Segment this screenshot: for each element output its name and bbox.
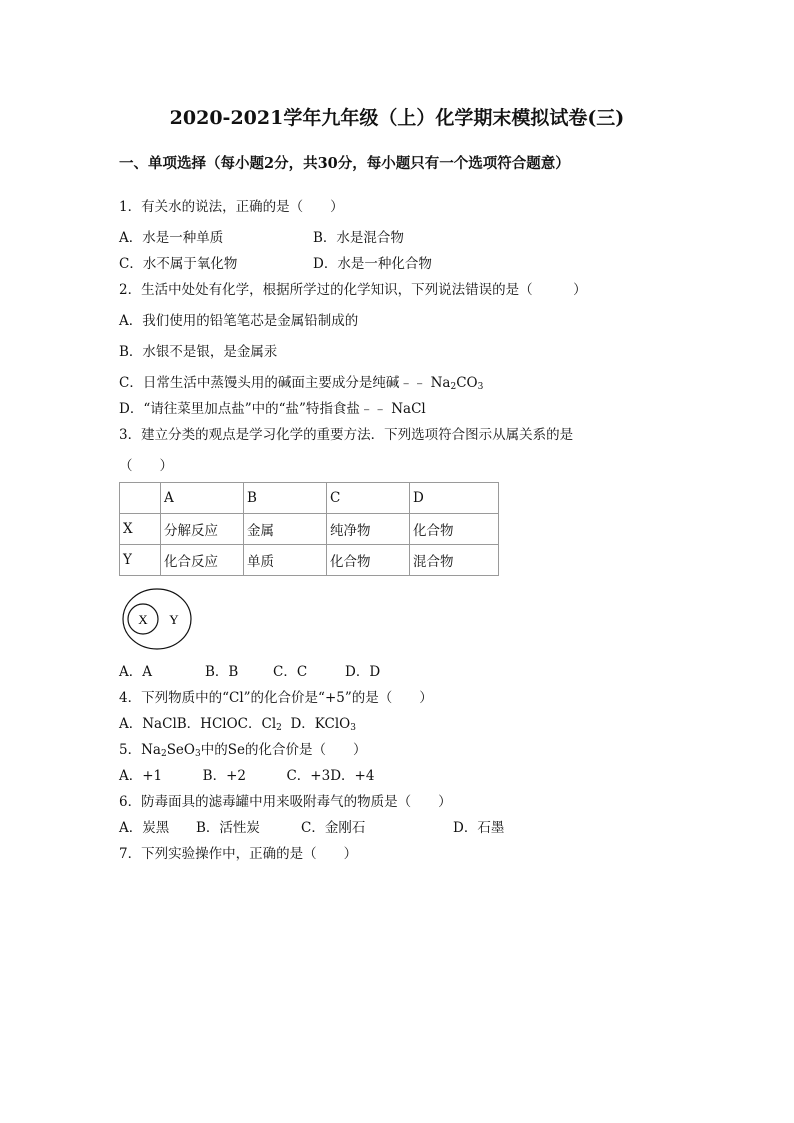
question-3-option-b: B．B bbox=[205, 664, 239, 680]
question-4-options bbox=[119, 715, 356, 733]
question-1-stem: 1．有关水的说法，正确的是（ ） bbox=[119, 199, 344, 215]
venn-label-y: Y bbox=[169, 612, 179, 627]
venn-diagram bbox=[119, 587, 195, 651]
q5-stem-mid: SeO bbox=[166, 742, 195, 758]
question-1-option-d: D．水是一种化合物 bbox=[313, 256, 432, 272]
table-cell: X bbox=[120, 514, 161, 545]
question-6-option-d: D．石墨 bbox=[453, 820, 505, 836]
q2-c-sub2: 3 bbox=[477, 382, 484, 392]
table-cell: 混合物 bbox=[410, 545, 499, 576]
table-cell bbox=[120, 483, 161, 514]
q5-stem-sub1: 2 bbox=[160, 749, 167, 759]
q2-c-mid: CO bbox=[456, 375, 478, 391]
q4-opts-mid: D．KClO bbox=[281, 716, 351, 732]
question-6-stem: 6．防毒面具的滤毒罐中用来吸附毒气的物质是（ ） bbox=[119, 794, 452, 810]
table-cell: B bbox=[244, 483, 327, 514]
q4-opts-sub1: 2 bbox=[276, 723, 282, 733]
q4-opts-text: A．NaClB．HClOC．Cl bbox=[119, 716, 277, 732]
table-cell: 化合物 bbox=[410, 514, 499, 545]
q2-c-sub1: 2 bbox=[450, 382, 457, 392]
question-6-option-a: A．炭黑 bbox=[119, 820, 170, 836]
table-header-row bbox=[120, 483, 499, 514]
table-cell: 分解反应 bbox=[161, 514, 244, 545]
question-2-option-d: D．“请往菜里加点盐”中的“盐”特指食盐﹣﹣ NaCl bbox=[119, 401, 426, 417]
table-cell: D bbox=[410, 483, 499, 514]
outer-circle bbox=[123, 589, 191, 649]
question-6-option-b: B．活性炭 bbox=[196, 820, 260, 836]
question-6-option-c: C．金刚石 bbox=[301, 820, 366, 836]
table-cell: 化合物 bbox=[327, 545, 410, 576]
table-cell: Y bbox=[120, 545, 161, 576]
question-2-stem: 2．生活中处处有化学，根据所学过的化学知识，下列说法错误的是（ ） bbox=[119, 282, 587, 298]
table-cell: 单质 bbox=[244, 545, 327, 576]
table-cell: 化合反应 bbox=[161, 545, 244, 576]
question-1-option-a: A．水是一种单质 bbox=[119, 230, 224, 246]
question-3-option-c: C．C bbox=[273, 664, 308, 680]
q2-c-text: C．日常生活中蒸馒头用的碱面主要成分是纯碱﹣﹣ Na bbox=[119, 375, 451, 391]
question-4-stem: 4．下列物质中的“Cl”的化合价是“+5”的是（ ） bbox=[119, 690, 433, 706]
table-row bbox=[120, 514, 499, 545]
question-5-stem bbox=[119, 741, 366, 759]
table-cell: 金属 bbox=[244, 514, 327, 545]
q5-stem-post: 中的Se的化合价是（ ） bbox=[200, 742, 367, 758]
question-3-option-d: D．D bbox=[345, 664, 381, 680]
question-1-option-b: B．水是混合物 bbox=[313, 230, 404, 246]
question-2-option-a: A．我们使用的铅笔笔芯是金属铅制成的 bbox=[119, 313, 359, 329]
classification-table bbox=[119, 482, 499, 576]
q5-stem-sub2: 3 bbox=[195, 749, 201, 759]
question-2-option-b: B．水银不是银，是金属汞 bbox=[119, 344, 278, 360]
question-2-option-c bbox=[119, 374, 483, 392]
q4-opts-sub2: 3 bbox=[350, 723, 356, 733]
question-3-option-a: A．A bbox=[119, 664, 152, 680]
q5-stem-pre: 5．Na bbox=[119, 742, 161, 758]
question-3-paren: （ ） bbox=[119, 458, 173, 474]
exam-title: 2020-2021学年九年级（上）化学期末模拟试卷(三) bbox=[169, 107, 625, 129]
table-cell: A bbox=[161, 483, 244, 514]
question-7-stem: 7．下列实验操作中，正确的是（ ） bbox=[119, 846, 358, 862]
section-heading: 一、单项选择（每小题2分，共30分，每小题只有一个选项符合题意） bbox=[119, 155, 570, 172]
venn-label-x: X bbox=[138, 612, 148, 627]
question-5-options: A．+1 B．+2 C．+3D．+4 bbox=[119, 768, 375, 784]
question-1-option-c: C．水不属于氧化物 bbox=[119, 256, 238, 272]
table-row bbox=[120, 545, 499, 576]
table-cell: 纯净物 bbox=[327, 514, 410, 545]
question-3-stem: 3．建立分类的观点是学习化学的重要方法．下列选项符合图示从属关系的是 bbox=[119, 427, 574, 443]
table-cell: C bbox=[327, 483, 410, 514]
